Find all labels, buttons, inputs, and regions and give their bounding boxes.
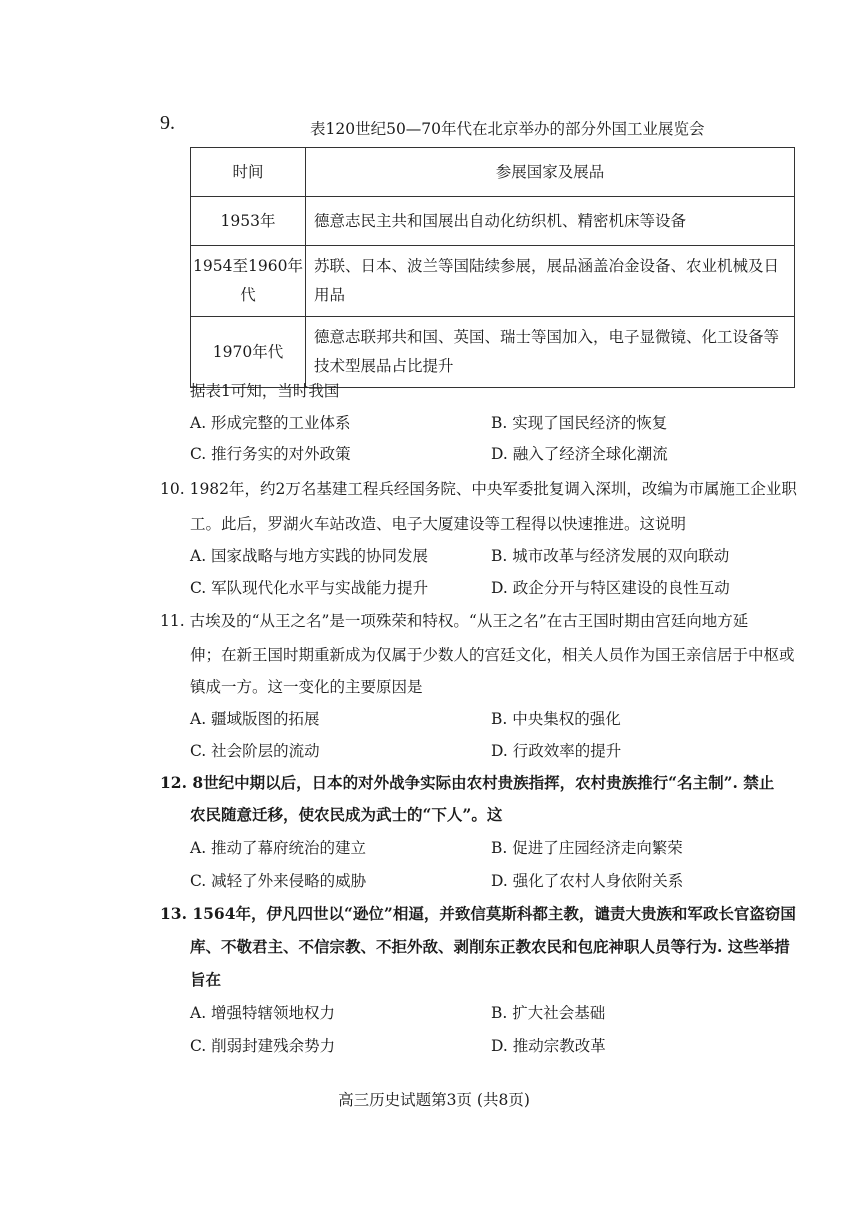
question-12-option-d: D. 强化了农村人身依附关系 bbox=[491, 872, 684, 890]
question-13-line-3: 旨在 bbox=[190, 970, 222, 989]
table-cell-time: 1953年 bbox=[191, 197, 306, 246]
question-9-stem: 据表1可知，当时我国 bbox=[190, 382, 340, 400]
question-9-number: 9. bbox=[160, 112, 175, 134]
question-11-option-b: B. 中央集权的强化 bbox=[491, 710, 621, 728]
question-13-option-d: D. 推动宗教改革 bbox=[491, 1037, 606, 1055]
question-13-line-1: 13. 1564年，伊凡四世以“逊位”相逼，并致信莫斯科都主教，谴责大贵族和军政长官盗窃国 bbox=[160, 904, 796, 923]
question-12-option-c: C. 减轻了外来侵略的威胁 bbox=[190, 872, 367, 890]
table-cell-time: 1954至1960年代 bbox=[191, 246, 306, 317]
question-13-option-b: B. 扩大社会基础 bbox=[491, 1004, 606, 1022]
table-cell-content: 德意志民主共和国展出自动化纺织机、精密机床等设备 bbox=[306, 197, 795, 246]
question-10-option-a: A. 国家战略与地方实践的协同发展 bbox=[190, 547, 429, 565]
question-9-option-d: D. 融入了经济全球化潮流 bbox=[491, 445, 668, 463]
question-11-line-3: 镇成一方。这一变化的主要原因是 bbox=[190, 678, 423, 696]
question-12-line-2: 农民随意迁移，使农民成为武士的“下人”。这 bbox=[190, 805, 503, 824]
table-cell-content: 德意志联邦共和国、英国、瑞士等国加入，电子显微镜、化工设备等技术型展品占比提升 bbox=[306, 317, 795, 388]
question-12-line-1: 12. 8世纪中期以后，日本的对外战争实际由农村贵族指挥，农村贵族推行“名主制”. 禁止 bbox=[160, 773, 775, 792]
question-10-option-d: D. 政企分开与特区建设的良性互动 bbox=[491, 579, 730, 597]
question-10-option-b: B. 城市改革与经济发展的双向联动 bbox=[491, 547, 730, 565]
page-footer: 高三历史试题第3页 (共8页) bbox=[338, 1091, 530, 1109]
question-10-line-2: 工。此后，罗湖火车站改造、电子大厦建设等工程得以快速推进。这说明 bbox=[190, 515, 687, 533]
question-11-line-1: 11. 古埃及的“从王之名”是一项殊荣和特权。“从王之名”在古王国时期由宫廷向地方延 bbox=[160, 612, 749, 630]
table-header-time: 时间 bbox=[191, 148, 306, 197]
question-9-option-b: B. 实现了国民经济的恢复 bbox=[491, 414, 668, 432]
table-caption: 表120世纪50—70年代在北京举办的部分外国工业展览会 bbox=[310, 120, 705, 138]
exhibition-table bbox=[190, 147, 795, 388]
question-13-option-c: C. 削弱封建残余势力 bbox=[190, 1037, 336, 1055]
question-11-option-d: D. 行政效率的提升 bbox=[491, 742, 622, 760]
question-12-option-b: B. 促进了庄园经济走向繁荣 bbox=[491, 839, 683, 857]
table-header-countries: 参展国家及展品 bbox=[306, 148, 795, 197]
table-row bbox=[191, 246, 795, 317]
question-13-line-2: 库、不敬君主、不信宗教、不拒外敌、剥削东正教农民和包庇神职人员等行为. 这些举措 bbox=[190, 937, 790, 956]
table-row bbox=[191, 317, 795, 388]
table-cell-time: 1970年代 bbox=[191, 317, 306, 388]
table-row bbox=[191, 197, 795, 246]
table-cell-content: 苏联、日本、波兰等国陆续参展，展品涵盖冶金设备、农业机械及日用品 bbox=[306, 246, 795, 317]
question-12-option-a: A. 推动了幕府统治的建立 bbox=[190, 839, 367, 857]
question-11-option-a: A. 疆域版图的拓展 bbox=[190, 710, 320, 728]
question-11-line-2: 伸；在新王国时期重新成为仅属于少数人的宫廷文化，相关人员作为国王亲信居于中枢或 bbox=[190, 646, 795, 664]
question-9-option-c: C. 推行务实的对外政策 bbox=[190, 445, 351, 463]
question-11-option-c: C. 社会阶层的流动 bbox=[190, 742, 320, 760]
question-9-option-a: A. 形成完整的工业体系 bbox=[190, 414, 351, 432]
table-header-row bbox=[191, 148, 795, 197]
question-10-line-1: 10. 1982年，约2万名基建工程兵经国务院、中央军委批复调入深圳，改编为市属施工企业职 bbox=[160, 480, 797, 498]
question-10-option-c: C. 军队现代化水平与实战能力提升 bbox=[190, 579, 429, 597]
question-13-option-a: A. 增强特辖领地权力 bbox=[190, 1004, 336, 1022]
